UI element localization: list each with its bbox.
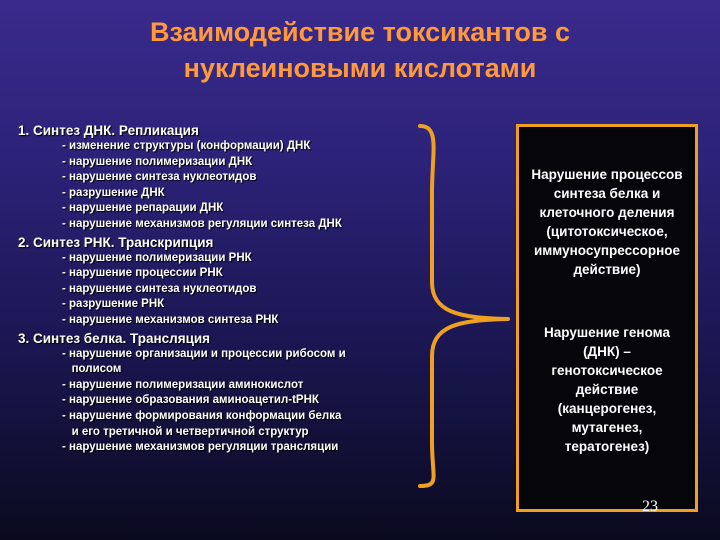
list-item: - изменение структуры (конформации) ДНК bbox=[62, 140, 311, 152]
box-line: (цитотоксическое, bbox=[546, 224, 668, 239]
box-line: Нарушение процессов bbox=[531, 167, 683, 182]
list-item: - нарушение механизмов регуляции синтеза ДНК bbox=[62, 217, 342, 230]
section-heading: 1. Синтез ДНК. Репликация bbox=[18, 123, 199, 138]
box-line: генотоксическое bbox=[551, 363, 663, 378]
page-number: 23 bbox=[642, 498, 658, 515]
list-item: - нарушение механизмов регуляции трансляции bbox=[62, 441, 339, 454]
list-item: - нарушение механизмов синтеза РНК bbox=[62, 313, 279, 326]
section-protein bbox=[18, 330, 418, 456]
sections-list bbox=[18, 121, 418, 456]
slide-title-line-1: Взаимодействие токсикантов с bbox=[149, 17, 571, 47]
box-line: действие) bbox=[573, 262, 641, 277]
list-item: - нарушение синтеза нуклеотидов bbox=[62, 282, 257, 295]
box-line: иммуносупрессорное bbox=[534, 243, 680, 258]
list-item: - нарушение организации и процессии рибосом и bbox=[62, 347, 346, 360]
box-line: тератогенез) bbox=[564, 439, 650, 454]
list-item: полисом bbox=[62, 363, 122, 376]
section-heading: 2. Синтез РНК. Транскрипция bbox=[18, 234, 214, 250]
genotoxic-effect-text bbox=[519, 323, 695, 456]
box-line: клеточного деления bbox=[539, 205, 675, 220]
slide-title bbox=[60, 14, 660, 86]
list-item: - нарушение синтеза нуклеотидов bbox=[62, 171, 257, 184]
box-line: (ДНК) – bbox=[583, 344, 631, 359]
slide-title-line-2: нуклеиновыми кислотами bbox=[183, 53, 537, 83]
section-rna bbox=[18, 234, 418, 329]
list-item: - разрушение РНК bbox=[62, 298, 165, 311]
list-item: - нарушение полимеризации ДНК bbox=[62, 155, 253, 168]
list-item: и его третичной и четвертичной структур bbox=[62, 425, 309, 438]
list-item: - нарушение образования аминоацетил-tРНК bbox=[62, 394, 319, 407]
consequences-box bbox=[516, 124, 698, 512]
curly-brace-icon bbox=[418, 122, 513, 492]
cytotoxic-effect-text bbox=[519, 165, 695, 279]
section-heading: 3. Синтез белка. Трансляция bbox=[18, 330, 211, 346]
section-dna bbox=[18, 122, 418, 233]
list-item: - нарушение полимеризации аминокислот bbox=[62, 378, 304, 391]
box-line: Нарушение генома bbox=[544, 325, 670, 340]
box-line: действие bbox=[575, 382, 639, 397]
list-item: - разрушение ДНК bbox=[62, 186, 165, 199]
box-line: синтеза белка и bbox=[553, 186, 661, 201]
list-item: - нарушение формирования конформации белка bbox=[62, 409, 342, 422]
box-line: (канцерогенез, bbox=[557, 401, 657, 416]
list-item: - нарушение полимеризации РНК bbox=[62, 251, 252, 264]
list-item: - нарушение процессии РНК bbox=[62, 267, 223, 280]
box-line: мутагенез, bbox=[571, 420, 643, 435]
list-item: - нарушение репарации ДНК bbox=[62, 202, 224, 215]
